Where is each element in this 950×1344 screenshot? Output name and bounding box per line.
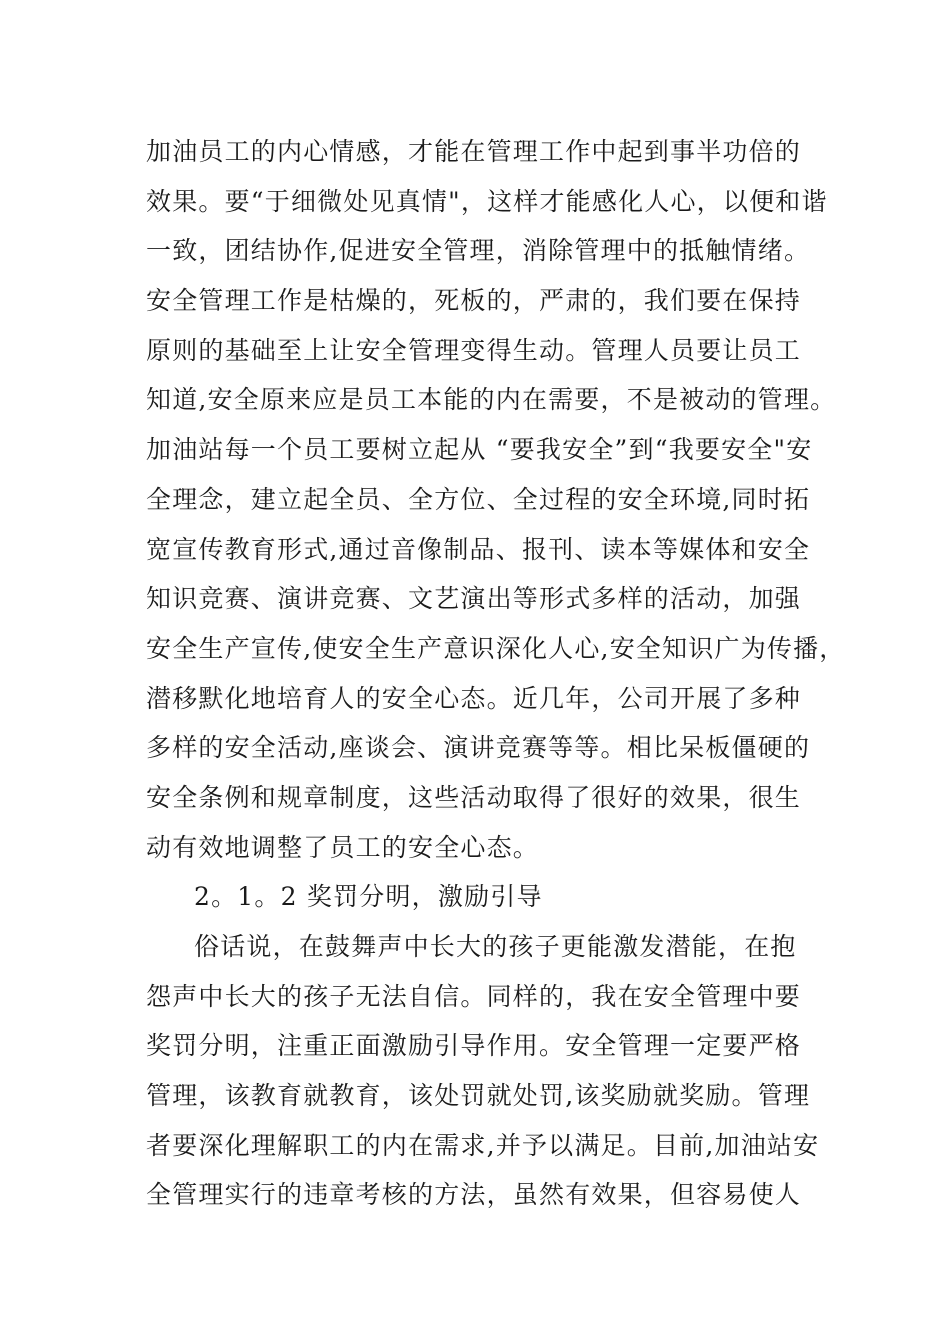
text-line: 安全管理工作是枯燥的，死板的，严肃的，我们要在保持 — [146, 286, 802, 316]
text-line: 奖罚分明，注重正面激励引导作用。安全管理一定要严格 — [146, 1031, 802, 1061]
text-line: 全理念，建立起全员、全方位、全过程的安全环境,同时拓 — [146, 484, 811, 514]
text-line: 知识竞赛、演讲竞赛、文艺演出等形式多样的活动，加强 — [146, 584, 802, 614]
text-line: 全管理实行的违章考核的方法，虽然有效果，但容易使人 — [146, 1180, 802, 1210]
text-line: 加油员工的内心情感，才能在管理工作中起到事半功倍的 — [146, 137, 802, 166]
text-line: 效果。要“于细微处见真情"，这样才能感化人心，以便和谐 — [146, 186, 828, 216]
text-line: 安全生产宣传,使安全生产意识深化人心,安全知识广为传播， — [146, 633, 846, 663]
text-line: 管理，该教育就教育，该处罚就处罚,该奖励就奖励。管理 — [146, 1081, 811, 1111]
text-line: 知道,安全原来应是员工本能的内在需要，不是被动的管理。 — [146, 385, 837, 415]
text-line: 怨声中长大的孩子无法自信。同样的，我在安全管理中要 — [146, 981, 802, 1011]
text-line: 宽宣传教育形式,通过音像制品、报刊、读本等媒体和安全 — [146, 534, 811, 564]
text-line: 俗话说，在鼓舞声中长大的孩子更能激发潜能，在抱 — [194, 932, 797, 961]
text-line: 者要深化理解职工的内在需求,并予以满足。目前,加油站安 — [146, 1130, 820, 1160]
text-line: 加油站每一个员工要树立起从 “要我安全”到“我要安全"安 — [146, 435, 813, 465]
section-heading: 2。1。2 奖罚分明，激励引导 — [194, 882, 543, 912]
text-line: 潜移默化地培育人的安全心态。近几年，公司开展了多种 — [146, 683, 802, 713]
text-line: 原则的基础至上让安全管理变得生动。管理人员要让员工 — [146, 335, 802, 365]
body-text — [146, 127, 846, 1220]
text-line: 安全条例和规章制度，这些活动取得了很好的效果，很生 — [146, 782, 802, 812]
text-line: 动有效地调整了员工的安全心态。 — [146, 832, 540, 862]
text-line: 多样的安全活动,座谈会、演讲竞赛等等。相比呆板僵硬的 — [146, 733, 811, 763]
text-line: 一致，团结协作,促进安全管理，消除管理中的抵触情绪。 — [146, 236, 811, 266]
